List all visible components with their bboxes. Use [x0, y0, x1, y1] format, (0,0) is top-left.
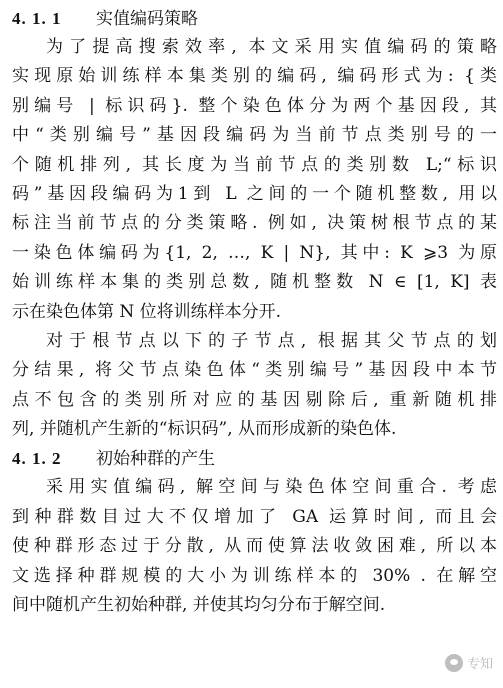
- section-heading-4-1-2: [12, 444, 497, 473]
- text-line: 采用实值编码, 解空间与染色体空间重合. 考虑: [46, 477, 497, 498]
- text-line: 始训练样本集的类别总数, 随机整数 N ∈ [1, K] 表: [12, 272, 497, 293]
- paragraph-initial-population: [12, 473, 497, 620]
- text-line: 别编号 | 标识码}. 整个染色体分为两个基因段, 其: [12, 95, 497, 116]
- section-number: 4. 1. 1: [12, 9, 62, 28]
- text-line: 到种群数目过大不仅增加了 GA 运算时间, 而且会: [12, 506, 497, 527]
- watermark-text: 专知: [466, 657, 493, 672]
- section-number: 4. 1. 2: [12, 449, 62, 469]
- paragraph-child-nodes: [12, 327, 497, 445]
- section-heading-4-1-1: [12, 4, 497, 33]
- text-line: 分结果, 将父节点染色体“类别编号”基因段中本节: [12, 360, 497, 381]
- text-line: 点不包含的类别所对应的基因剔除后, 重新随机排: [12, 389, 497, 410]
- watermark: [445, 653, 493, 672]
- text-line: 示在染色体第 N 位将训练样本分开.: [12, 301, 282, 322]
- text-line: 中“类别编号”基因段编码为当前节点类别号的一: [12, 125, 497, 146]
- text-line: 间中随机产生初始种群, 并使其均匀分布于解空间.: [12, 595, 386, 616]
- text-line: 标注当前节点的分类策略. 例如, 决策树根节点的某: [12, 213, 497, 234]
- text-line: 使种群形态过于分散, 从而使算法收敛困难, 所以本: [12, 536, 497, 557]
- text-line: 实现原始训练样本集类别的编码, 编码形式为: {类: [12, 66, 497, 87]
- wechat-icon: [445, 654, 463, 672]
- text-line: 文选择种群规模的大小为训练样本的 30% . 在解空: [12, 565, 497, 586]
- section-title: 实值编码策略: [96, 9, 198, 29]
- text-line: 列, 并随机产生新的“标识码”, 从而形成新的染色体.: [12, 419, 397, 440]
- text-line: 个随机排列, 其长度为当前节点的类别数 L;“标识: [12, 154, 497, 175]
- paragraph-encoding-strategy: [12, 33, 497, 327]
- text-line: 为了提高搜索效率, 本文采用实值编码的策略: [46, 37, 497, 57]
- text-line: 对于根节点以下的子节点, 根据其父节点的划: [46, 330, 497, 351]
- section-title: 初始种群的产生: [96, 449, 215, 470]
- text-line: 一染色体编码为{1, 2, …, K | N}, 其中: K ⩾3 为原: [12, 242, 497, 263]
- text-line: 码”基因段编码为1到 L 之间的一个随机整数, 用以: [12, 183, 497, 204]
